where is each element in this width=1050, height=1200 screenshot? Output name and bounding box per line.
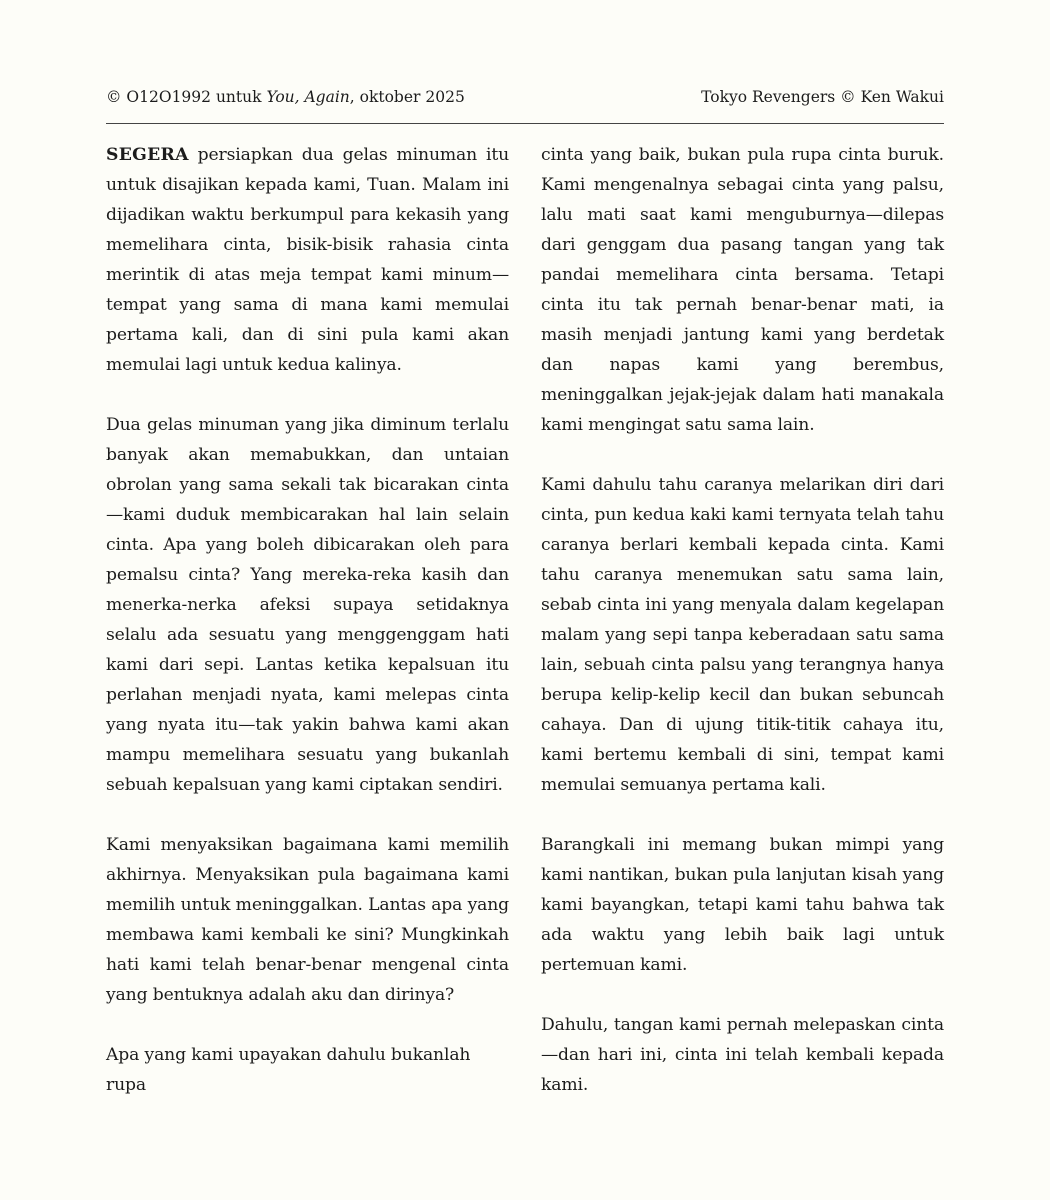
- header-work-title: You, Again: [266, 88, 350, 106]
- header-credit-suffix: , oktober 2025: [349, 88, 465, 106]
- lead-word: SEGERA: [106, 145, 189, 165]
- paragraph: Kami dahulu tahu caranya melarikan diri dari cinta, pun kedua kaki kami ternyata telah tahu caranya berlari kembali kepada cinta. Kami tahu caranya menemukan satu sama lain, sebab cinta ini yang menyala dalam kegelapan malam yang sepi tanpa keberadaan satu sama lain, sebuah cinta palsu yang terangnya hanya berupa kelip-kelip kecil dan bukan sebuncah cahaya. Dan di ujung titik-titik cahaya itu, kami bertemu kembali di sini, tempat kami memulai semuanya pertama kali.: [541, 475, 944, 795]
- header-divider: [106, 123, 944, 124]
- paragraph: cinta yang baik, bukan pula rupa cinta buruk. Kami mengenalnya sebagai cinta yang palsu, lalu mati saat kami menguburnya—dilepas dari genggam dua pasang tangan yang tak pandai memelihara cinta bersama. Tetapi cinta itu tak pernah benar-benar mati, ia masih menjadi jantung kami yang berdetak dan napas kami yang berembus, meninggalkan jejak-jejak dalam hati manakala kami mengingat satu sama lain.: [541, 145, 944, 435]
- paragraph: Kami menyaksikan bagaimana kami memilih akhirnya. Menyaksikan pula bagaimana kami memilih untuk meninggalkan. Lantas apa yang membawa kami kembali ke sini? Mungkinkah hati kami telah benar-benar mengenal cinta yang bentuknya adalah aku dan dirinya?: [106, 835, 510, 1005]
- paragraph-text: persiapkan dua gelas minuman itu untuk disajikan kepada kami, Tuan. Malam ini dijadikan waktu berkumpul para kekasih yang memelihara cinta, bisik-bisik rahasia cinta merintik di atas meja tempat kami minum—tempat yang sama di mana kami memulai pertama kali, dan di sini pula kami akan memulai lagi untuk kedua kalinya.: [106, 145, 509, 375]
- paragraph: Barangkali ini memang bukan mimpi yang kami nantikan, bukan pula lanjutan kisah yang kami bayangkan, tetapi kami tahu bahwa tak ada waktu yang lebih baik lagi untuk pertemuan kami.: [541, 835, 944, 975]
- paragraph: Apa yang kami upayakan dahulu bukanlah rupa: [106, 1045, 471, 1095]
- header-credit-prefix: © O12O1992 untuk: [106, 88, 267, 106]
- paragraph: Dua gelas minuman yang jika diminum terlalu banyak akan memabukkan, dan untaian obrolan yang sama sekali tak bicarakan cinta—kami duduk membicarakan hal lain selain cinta. Apa yang boleh dibicarakan oleh para pemalsu cinta? Yang mereka-reka kasih dan menerka-nerka afeksi supaya setidaknya selalu ada sesuatu yang menggenggam hati kami dari sepi. Lantas ketika kepalsuan itu perlahan menjadi nyata, kami melepas cinta yang nyata itu—tak yakin bahwa kami akan mampu memelihara sesuatu yang bukanlah sebuah kepalsuan yang kami ciptakan sendiri.: [106, 415, 509, 795]
- header-credit-left: [106, 86, 465, 108]
- header-credit-right: Tokyo Revengers © Ken Wakui: [701, 88, 944, 106]
- text-column-left: [106, 140, 509, 1130]
- text-column-right: [541, 140, 944, 1130]
- paragraph: Dahulu, tangan kami pernah melepaskan cinta—dan hari ini, cinta ini telah kembali kepada kami.: [541, 1015, 944, 1095]
- page-header: [106, 86, 944, 108]
- paragraph: [106, 140, 509, 380]
